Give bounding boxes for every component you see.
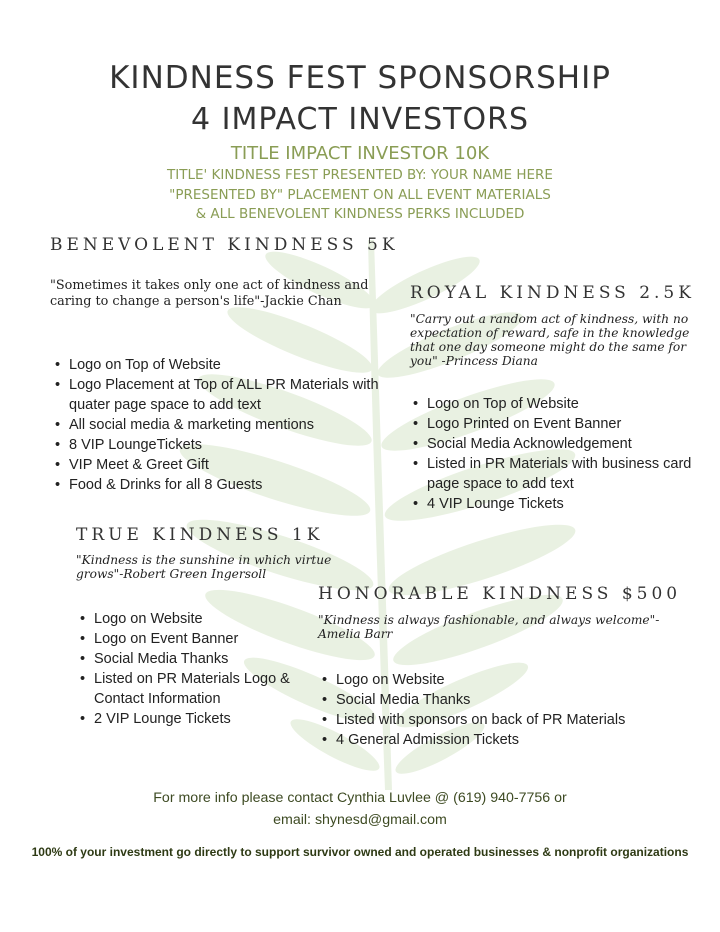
list-item: • Listed with sponsors on back of PR Materials [320,710,700,730]
list-item: • 4 General Admission Tickets [320,730,700,750]
royal-perks-list [411,394,701,514]
list-item: • 8 VIP LoungeTickets [53,435,383,455]
title-tier-details [0,166,720,225]
quote-line: "Carry out a random act of kindness, with no [410,312,689,326]
honorable-perks-list [320,670,700,750]
list-item: • All social media & marketing mentions [53,415,383,435]
list-item: • Listed in PR Materials with business card page space to add text [411,454,701,494]
quote-line: expectation of reward, safe in the knowledge [410,326,690,340]
quote-line: grows"-Robert Green Ingersoll [76,567,267,581]
quote-line: that one day someone might do the same for [410,340,687,354]
footer-note: 100% of your investment go directly to support survivor owned and operated businesses & nonprofit organizations [31,845,689,859]
list-item: • Social Media Acknowledgement [411,434,701,454]
benevolent-quote [50,278,400,310]
title-tier-detail: "PRESENTED BY" PLACEMENT ON ALL EVENT MATERIALS [169,186,551,203]
title-tier-detail: TITLE' KINDNESS FEST PRESENTED BY: YOUR NAME HERE [167,167,553,183]
list-item: • Listed on PR Materials Logo & Contact Information [78,669,318,709]
list-item: • Logo on Website [320,670,700,690]
contact-info [0,787,720,831]
title-tier-heading: TITLE IMPACT INVESTOR 10K [230,143,490,164]
title-tier-detail: & ALL BENEVOLENT KINDNESS PERKS INCLUDED [195,206,525,222]
list-item: • Logo Printed on Event Banner [411,414,701,434]
royal-quote [410,312,710,368]
quote-line: caring to change a person's life"-Jackie Chan [50,294,342,309]
quote-line: "Kindness is always fashionable, and always welcome"- [318,613,660,627]
list-item: • Social Media Thanks [320,690,700,710]
list-item: • Logo Placement at Top of ALL PR Materials with quater page space to add text [53,375,383,415]
list-item: • Logo on Top of Website [411,394,701,414]
honorable-quote [318,613,688,641]
true-perks-list [78,609,318,729]
list-item: • 4 VIP Lounge Tickets [411,494,701,514]
contact-email: email: shynesd@gmail.com [273,812,447,828]
list-item: • 2 VIP Lounge Tickets [78,709,318,729]
page-title: KINDNESS FEST SPONSORSHIP [109,60,611,96]
true-quote [76,553,356,581]
contact-line: For more info please contact Cynthia Luvlee @ (619) 940-7756 or [153,790,567,806]
benevolent-tier-heading: BENEVOLENT KINDNESS 5K [50,235,399,255]
list-item: • VIP Meet & Greet Gift [53,455,383,475]
benevolent-perks-list [53,355,383,495]
true-tier-heading: TRUE KINDNESS 1K [76,525,324,545]
quote-line: "Kindness is the sunshine in which virtue [76,553,332,567]
quote-line: "Sometimes it takes only one act of kindness and [50,278,369,293]
list-item: • Food & Drinks for all 8 Guests [53,475,383,495]
quote-line: you" -Princess Diana [410,354,538,368]
list-item: • Logo on Website [78,609,318,629]
list-item: • Social Media Thanks [78,649,318,669]
list-item: • Logo on Top of Website [53,355,383,375]
royal-tier-heading: ROYAL KINDNESS 2.5K [410,283,695,303]
page-subtitle: 4 IMPACT INVESTORS [191,102,529,137]
honorable-tier-heading: HONORABLE KINDNESS $500 [318,584,682,604]
quote-line: Amelia Barr [318,627,393,641]
list-item: • Logo on Event Banner [78,629,318,649]
